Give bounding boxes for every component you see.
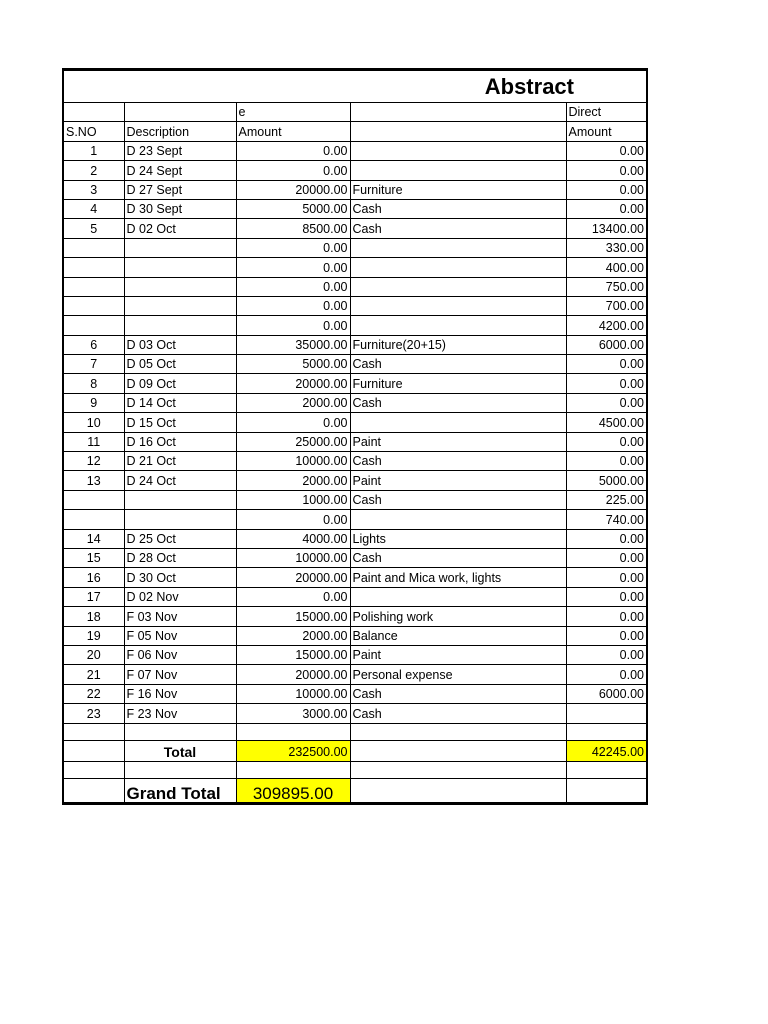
row-note-cell[interactable]: Cash: [350, 684, 566, 703]
row-description-cell[interactable]: D 02 Oct: [124, 219, 236, 238]
empty-cell[interactable]: [124, 723, 236, 740]
header1-direct-cell[interactable]: Direct: [566, 103, 647, 122]
header1-note-cell[interactable]: [350, 103, 566, 122]
row-direct-amount-cell[interactable]: 6000.00: [566, 335, 647, 354]
row-direct-amount-cell[interactable]: 0.00: [566, 665, 647, 684]
row-sno-cell[interactable]: 7: [63, 355, 124, 374]
table-row: [63, 141, 647, 160]
row-direct-amount-cell[interactable]: 700.00: [566, 296, 647, 315]
row-description-cell[interactable]: D 25 Oct: [124, 529, 236, 548]
row-description-cell[interactable]: [124, 510, 236, 529]
row-direct-amount-cell[interactable]: 0.00: [566, 607, 647, 626]
row-amount-cell[interactable]: 3000.00: [236, 704, 350, 723]
header-row-1: [63, 103, 647, 122]
row-sno-cell[interactable]: 16: [63, 568, 124, 587]
row-amount-cell[interactable]: 0.00: [236, 141, 350, 160]
row-description-cell[interactable]: D 15 Oct: [124, 413, 236, 432]
row-sno-cell[interactable]: [63, 258, 124, 277]
row-note-cell[interactable]: Paint: [350, 471, 566, 490]
table-row: [63, 548, 647, 567]
row-direct-amount-cell[interactable]: 0.00: [566, 374, 647, 393]
title-row: [63, 70, 647, 103]
row-sno-cell[interactable]: [63, 490, 124, 509]
row-direct-amount-cell[interactable]: 4200.00: [566, 316, 647, 335]
row-amount-cell[interactable]: 10000.00: [236, 684, 350, 703]
row-direct-amount-cell[interactable]: 13400.00: [566, 219, 647, 238]
table-row: [63, 238, 647, 257]
row-note-cell[interactable]: [350, 277, 566, 296]
row-amount-cell[interactable]: 0.00: [236, 238, 350, 257]
row-description-cell[interactable]: [124, 238, 236, 257]
row-sno-cell[interactable]: 17: [63, 587, 124, 606]
row-note-cell[interactable]: Cash: [350, 704, 566, 723]
row-note-cell[interactable]: [350, 510, 566, 529]
empty-cell[interactable]: [63, 761, 124, 778]
row-description-cell[interactable]: D 23 Sept: [124, 141, 236, 160]
row-amount-cell[interactable]: 20000.00: [236, 180, 350, 199]
table-row: [63, 355, 647, 374]
row-note-cell[interactable]: Paint and Mica work, lights: [350, 568, 566, 587]
row-sno-cell[interactable]: 5: [63, 219, 124, 238]
row-description-cell[interactable]: D 16 Oct: [124, 432, 236, 451]
row-sno-cell[interactable]: 23: [63, 704, 124, 723]
header-row-2: [63, 122, 647, 141]
table-row: [63, 510, 647, 529]
row-sno-cell[interactable]: 12: [63, 452, 124, 471]
row-amount-cell[interactable]: 0.00: [236, 277, 350, 296]
row-sno-cell[interactable]: 14: [63, 529, 124, 548]
table-row: [63, 413, 647, 432]
header-amount-cell[interactable]: Amount: [236, 122, 350, 141]
row-note-cell[interactable]: Furniture: [350, 180, 566, 199]
row-amount-cell[interactable]: 15000.00: [236, 607, 350, 626]
row-direct-amount-cell[interactable]: 0.00: [566, 199, 647, 218]
row-direct-amount-cell[interactable]: 0.00: [566, 548, 647, 567]
empty-cell[interactable]: [350, 761, 566, 778]
row-description-cell[interactable]: D 21 Oct: [124, 452, 236, 471]
row-amount-cell[interactable]: 2000.00: [236, 626, 350, 645]
grand-total-value-cell[interactable]: 309895.00: [236, 778, 350, 803]
table-row: [63, 316, 647, 335]
row-amount-cell[interactable]: 0.00: [236, 587, 350, 606]
table-row: [63, 568, 647, 587]
row-amount-cell[interactable]: 1000.00: [236, 490, 350, 509]
row-direct-amount-cell[interactable]: 0.00: [566, 587, 647, 606]
row-sno-cell[interactable]: 3: [63, 180, 124, 199]
row-description-cell[interactable]: D 27 Sept: [124, 180, 236, 199]
row-amount-cell[interactable]: 8500.00: [236, 219, 350, 238]
row-note-cell[interactable]: Cash: [350, 199, 566, 218]
row-note-cell[interactable]: [350, 238, 566, 257]
row-note-cell[interactable]: [350, 587, 566, 606]
empty-cell[interactable]: [236, 761, 350, 778]
row-direct-amount-cell[interactable]: 330.00: [566, 238, 647, 257]
total-direct-amount-cell[interactable]: 42245.00: [566, 740, 647, 761]
empty-cell[interactable]: [124, 761, 236, 778]
row-note-cell[interactable]: Furniture(20+15): [350, 335, 566, 354]
row-sno-cell[interactable]: [63, 296, 124, 315]
total-amount-cell[interactable]: 232500.00: [236, 740, 350, 761]
row-amount-cell[interactable]: 0.00: [236, 510, 350, 529]
table-row: [63, 219, 647, 238]
row-amount-cell[interactable]: 2000.00: [236, 393, 350, 412]
empty-cell[interactable]: [566, 761, 647, 778]
table-row: [63, 452, 647, 471]
row-note-cell[interactable]: Cash: [350, 393, 566, 412]
row-description-cell[interactable]: [124, 296, 236, 315]
row-direct-amount-cell[interactable]: 5000.00: [566, 471, 647, 490]
row-description-cell[interactable]: D 09 Oct: [124, 374, 236, 393]
row-direct-amount-cell[interactable]: 0.00: [566, 568, 647, 587]
table-row: [63, 684, 647, 703]
row-description-cell[interactable]: D 03 Oct: [124, 335, 236, 354]
row-note-cell[interactable]: [350, 258, 566, 277]
row-sno-cell[interactable]: 10: [63, 413, 124, 432]
row-note-cell[interactable]: Furniture: [350, 374, 566, 393]
row-direct-amount-cell[interactable]: 0.00: [566, 161, 647, 180]
spacer-row: [63, 761, 647, 778]
row-note-cell[interactable]: [350, 141, 566, 160]
table-row: [63, 645, 647, 664]
table-row: [63, 161, 647, 180]
table-row: [63, 180, 647, 199]
row-description-cell[interactable]: D 30 Oct: [124, 568, 236, 587]
row-description-cell[interactable]: F 03 Nov: [124, 607, 236, 626]
row-note-cell[interactable]: Cash: [350, 452, 566, 471]
row-direct-amount-cell[interactable]: 740.00: [566, 510, 647, 529]
row-description-cell[interactable]: F 05 Nov: [124, 626, 236, 645]
row-note-cell[interactable]: Cash: [350, 548, 566, 567]
row-direct-amount-cell[interactable]: 4500.00: [566, 413, 647, 432]
table-row: [63, 529, 647, 548]
empty-cell[interactable]: [63, 723, 124, 740]
table-row: [63, 471, 647, 490]
table-row: [63, 626, 647, 645]
empty-cell[interactable]: [350, 740, 566, 761]
total-row: [63, 740, 647, 761]
header-note-cell[interactable]: [350, 122, 566, 141]
header-description-cell[interactable]: Description: [124, 122, 236, 141]
row-direct-amount-cell[interactable]: 6000.00: [566, 684, 647, 703]
table-row: [63, 665, 647, 684]
row-sno-cell[interactable]: 19: [63, 626, 124, 645]
empty-cell[interactable]: [350, 723, 566, 740]
sheet-title[interactable]: Abstract: [124, 70, 647, 103]
row-direct-amount-cell[interactable]: 225.00: [566, 490, 647, 509]
row-note-cell[interactable]: [350, 316, 566, 335]
table-row: [63, 258, 647, 277]
row-description-cell[interactable]: [124, 490, 236, 509]
row-description-cell[interactable]: [124, 316, 236, 335]
row-sno-cell[interactable]: [63, 316, 124, 335]
row-amount-cell[interactable]: 20000.00: [236, 374, 350, 393]
row-description-cell[interactable]: F 23 Nov: [124, 704, 236, 723]
row-note-cell[interactable]: Lights: [350, 529, 566, 548]
row-sno-cell[interactable]: [63, 277, 124, 296]
row-amount-cell[interactable]: 0.00: [236, 316, 350, 335]
row-direct-amount-cell[interactable]: 400.00: [566, 258, 647, 277]
row-note-cell[interactable]: Balance: [350, 626, 566, 645]
row-sno-cell[interactable]: 11: [63, 432, 124, 451]
row-sno-cell[interactable]: [63, 238, 124, 257]
table-row: [63, 432, 647, 451]
row-amount-cell[interactable]: 20000.00: [236, 665, 350, 684]
row-note-cell[interactable]: Paint: [350, 645, 566, 664]
row-sno-cell[interactable]: 21: [63, 665, 124, 684]
row-direct-amount-cell[interactable]: 0.00: [566, 432, 647, 451]
row-sno-cell[interactable]: 22: [63, 684, 124, 703]
row-note-cell[interactable]: [350, 413, 566, 432]
row-sno-cell[interactable]: 15: [63, 548, 124, 567]
row-description-cell[interactable]: D 05 Oct: [124, 355, 236, 374]
row-note-cell[interactable]: Cash: [350, 490, 566, 509]
row-sno-cell[interactable]: 6: [63, 335, 124, 354]
row-description-cell[interactable]: D 24 Oct: [124, 471, 236, 490]
empty-cell[interactable]: [63, 740, 124, 761]
row-direct-amount-cell[interactable]: 0.00: [566, 529, 647, 548]
header1-desc-cell[interactable]: [124, 103, 236, 122]
row-direct-amount-cell[interactable]: [566, 704, 647, 723]
row-amount-cell[interactable]: 15000.00: [236, 645, 350, 664]
row-description-cell[interactable]: F 07 Nov: [124, 665, 236, 684]
row-sno-cell[interactable]: 9: [63, 393, 124, 412]
row-note-cell[interactable]: Cash: [350, 219, 566, 238]
row-description-cell[interactable]: D 28 Oct: [124, 548, 236, 567]
row-note-cell[interactable]: [350, 161, 566, 180]
row-amount-cell[interactable]: 25000.00: [236, 432, 350, 451]
row-amount-cell[interactable]: 20000.00: [236, 568, 350, 587]
row-description-cell[interactable]: D 14 Oct: [124, 393, 236, 412]
row-description-cell[interactable]: [124, 258, 236, 277]
row-amount-cell[interactable]: 4000.00: [236, 529, 350, 548]
title-blank-cell[interactable]: [63, 70, 124, 103]
table-row: [63, 296, 647, 315]
empty-cell[interactable]: [566, 778, 647, 803]
row-description-cell[interactable]: D 02 Nov: [124, 587, 236, 606]
row-sno-cell[interactable]: 2: [63, 161, 124, 180]
row-amount-cell[interactable]: 0.00: [236, 258, 350, 277]
empty-cell[interactable]: [350, 778, 566, 803]
grand-total-label[interactable]: Grand Total: [124, 778, 236, 803]
row-note-cell[interactable]: Paint: [350, 432, 566, 451]
header-direct-amount-cell[interactable]: Amount: [566, 122, 647, 141]
row-amount-cell[interactable]: 0.00: [236, 413, 350, 432]
header1-amount-cell[interactable]: e: [236, 103, 350, 122]
row-note-cell[interactable]: [350, 296, 566, 315]
table-row: [63, 199, 647, 218]
table-row: [63, 335, 647, 354]
row-sno-cell[interactable]: 8: [63, 374, 124, 393]
row-amount-cell[interactable]: 0.00: [236, 161, 350, 180]
row-sno-cell[interactable]: 20: [63, 645, 124, 664]
row-direct-amount-cell[interactable]: 0.00: [566, 626, 647, 645]
row-note-cell[interactable]: Personal expense: [350, 665, 566, 684]
row-description-cell[interactable]: F 06 Nov: [124, 645, 236, 664]
table-row: [63, 490, 647, 509]
spacer-row: [63, 723, 647, 740]
row-note-cell[interactable]: Polishing work: [350, 607, 566, 626]
row-sno-cell[interactable]: 1: [63, 141, 124, 160]
table-row: [63, 704, 647, 723]
row-amount-cell[interactable]: 5000.00: [236, 199, 350, 218]
grand-total-row: [63, 778, 647, 803]
row-description-cell[interactable]: [124, 277, 236, 296]
row-direct-amount-cell[interactable]: 0.00: [566, 393, 647, 412]
row-description-cell[interactable]: D 30 Sept: [124, 199, 236, 218]
row-direct-amount-cell[interactable]: 0.00: [566, 141, 647, 160]
total-label[interactable]: Total: [124, 740, 236, 761]
row-direct-amount-cell[interactable]: 0.00: [566, 355, 647, 374]
row-sno-cell[interactable]: 4: [63, 199, 124, 218]
row-amount-cell[interactable]: 0.00: [236, 296, 350, 315]
empty-cell[interactable]: [566, 723, 647, 740]
row-direct-amount-cell[interactable]: 0.00: [566, 645, 647, 664]
row-sno-cell[interactable]: [63, 510, 124, 529]
row-amount-cell[interactable]: 2000.00: [236, 471, 350, 490]
empty-cell[interactable]: [63, 778, 124, 803]
table-row: [63, 374, 647, 393]
abstract-table: [62, 68, 648, 805]
row-amount-cell[interactable]: 5000.00: [236, 355, 350, 374]
row-direct-amount-cell[interactable]: 0.00: [566, 180, 647, 199]
header-sno-cell[interactable]: S.NO: [63, 122, 124, 141]
table-row: [63, 607, 647, 626]
row-direct-amount-cell[interactable]: 0.00: [566, 452, 647, 471]
empty-cell[interactable]: [236, 723, 350, 740]
row-amount-cell[interactable]: 35000.00: [236, 335, 350, 354]
table-row: [63, 393, 647, 412]
row-amount-cell[interactable]: 10000.00: [236, 452, 350, 471]
row-sno-cell[interactable]: 13: [63, 471, 124, 490]
row-sno-cell[interactable]: 18: [63, 607, 124, 626]
row-note-cell[interactable]: Cash: [350, 355, 566, 374]
table-row: [63, 587, 647, 606]
row-amount-cell[interactable]: 10000.00: [236, 548, 350, 567]
row-description-cell[interactable]: D 24 Sept: [124, 161, 236, 180]
table-row: [63, 277, 647, 296]
row-description-cell[interactable]: F 16 Nov: [124, 684, 236, 703]
header1-sno-cell[interactable]: [63, 103, 124, 122]
row-direct-amount-cell[interactable]: 750.00: [566, 277, 647, 296]
